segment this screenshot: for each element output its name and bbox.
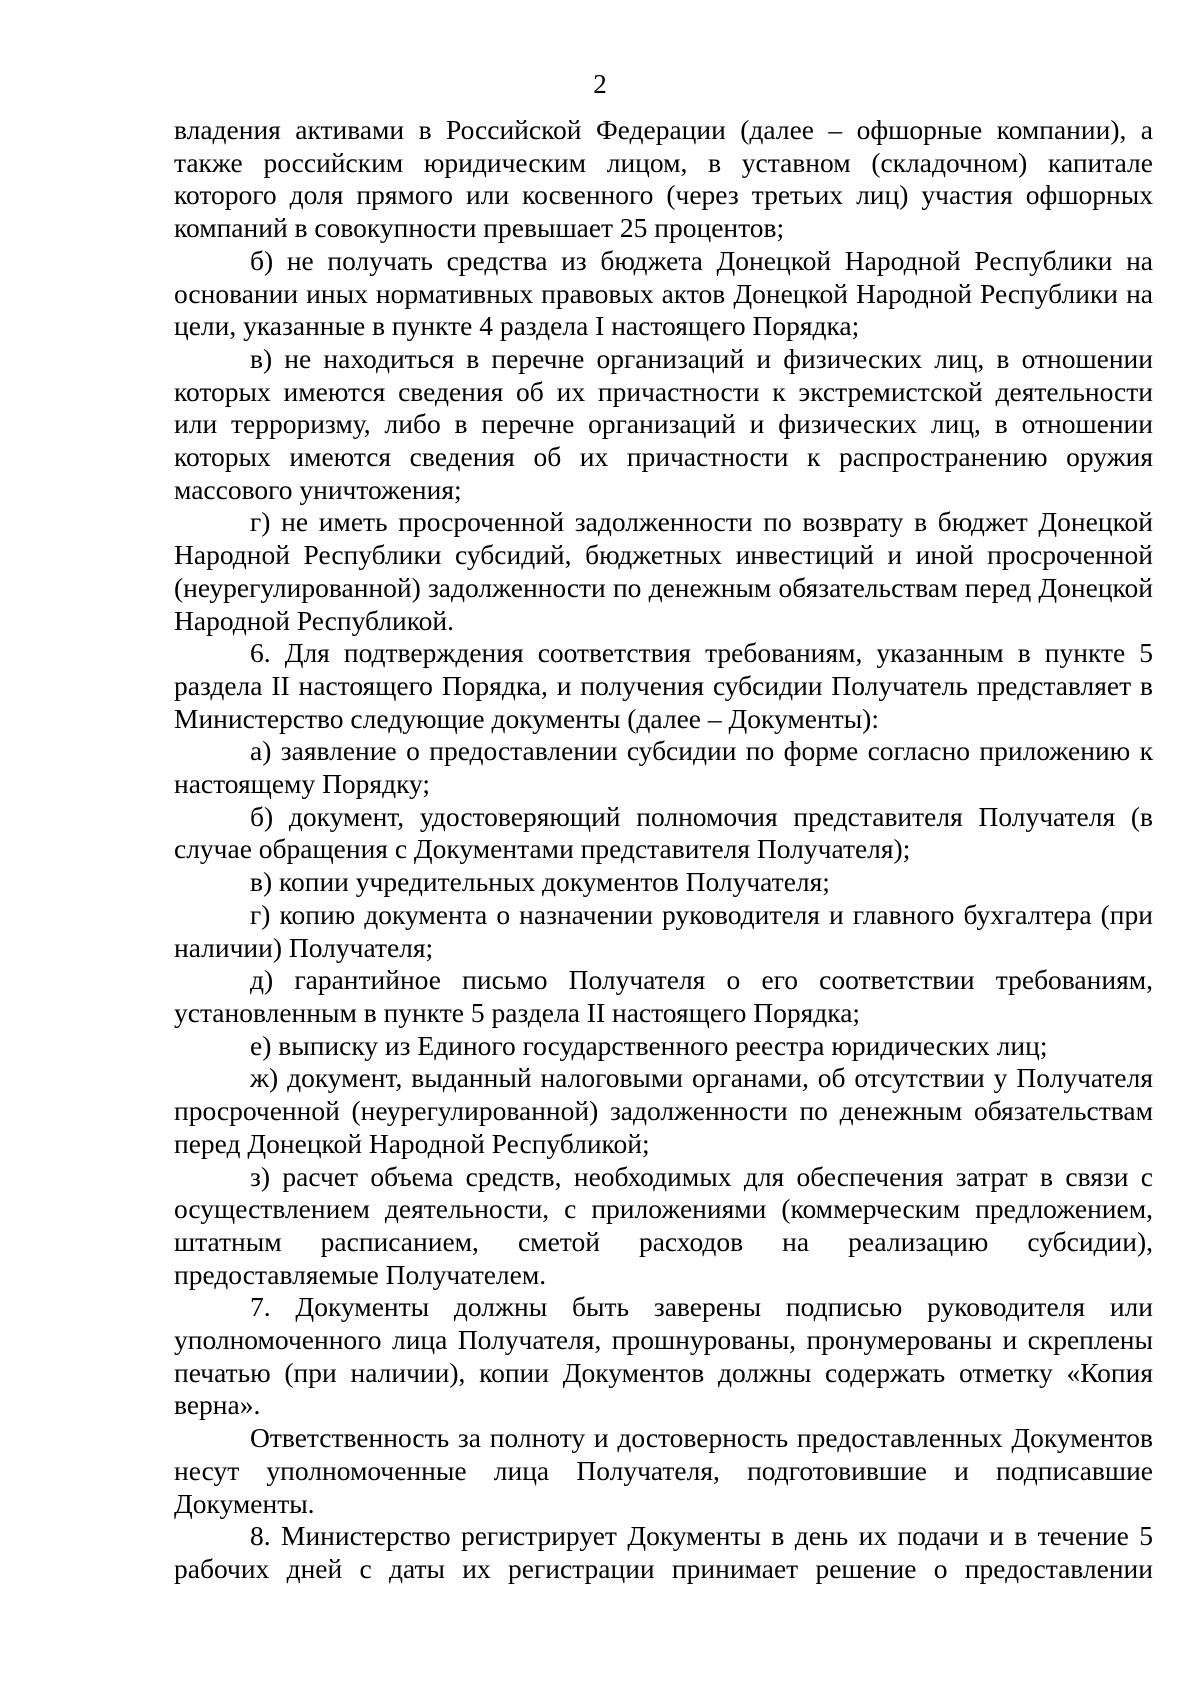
paragraph-clause-7: 7. Документы должны быть заверены подписью руководителя или уполномоченного лица Получателя, прошнурованы, пронумерованы и скреплены печатью (при наличии), копии Документов должны содержать отметку «Копия верна». — [174, 1291, 1153, 1421]
paragraph-doc-v: в) копии учредительных документов Получателя; — [250, 866, 830, 898]
paragraph-item-v: в) не находиться в перечне организаций и физических лиц, в отношении которых имеются сведения об их причастности к экстремистской деятельности или терроризму, либо в перечне организаций и физических лиц, в отношении которых имеются сведения об их причастности к распространению оружия массового уничтожения; — [174, 342, 1153, 505]
paragraph-doc-a: а) заявление о предоставлении субсидии по форме согласно приложению к настоящему Порядку; — [174, 735, 1153, 800]
paragraph-doc-e: е) выписку из Единого государственного реестра юридических лиц; — [250, 1029, 1048, 1061]
document-body — [174, 114, 1153, 1586]
paragraph-doc-g: г) копию документа о назначении руководителя и главного бухгалтера (при наличии) Получателя; — [174, 898, 1153, 963]
paragraph-continuation: владения активами в Российской Федерации (далее – офшорные компании), а также российским юридическим лицом, в уставном (складочном) капитале которого доля прямого или косвенного (через третьих лиц) участия офшорных компаний в совокупности превышает 25 процентов; — [174, 114, 1153, 244]
page-number: 2 — [593, 69, 607, 99]
paragraph-doc-d: д) гарантийное письмо Получателя о его соответствии требованиям, установленным в пункте 5 раздела II настоящего Порядка; — [174, 964, 1153, 1028]
paragraph-responsibility: Ответственность за полноту и достоверность предоставленных Документов несут уполномоченные лица Получателя, подготовившие и подписавшие Документы. — [174, 1422, 1153, 1519]
paragraph-doc-zh: ж) документ, выданный налоговыми органами, об отсутствии у Получателя просроченной (неурегулированной) задолженности по денежным обязательствам перед Донецкой Народной Республикой; — [174, 1062, 1153, 1159]
paragraph-doc-z: з) расчет объема средств, необходимых для обеспечения затрат в связи с осуществлением деятельности, с приложениями (коммерческим предложением, штатным расписанием, сметой расходов на реализацию субсидии), предоставляемые Получателем. — [174, 1160, 1153, 1290]
paragraph-item-g: г) не иметь просроченной задолженности по возврату в бюджет Донецкой Народной Республики субсидий, бюджетных инвестиций и иной просроченной (неурегулированной) задолженности по денежным обязательствам перед Донецкой Народной Республикой. — [174, 506, 1153, 636]
paragraph-clause-8: 8. Министерство регистрирует Документы в день их подачи и в течение 5 рабочих дней с даты их регистрации принимает решение о предоставлении — [174, 1520, 1153, 1584]
paragraph-doc-b: б) документ, удостоверяющий полномочия представителя Получателя (в случае обращения с Документами представителя Получателя); — [174, 800, 1153, 865]
paragraph-item-b: б) не получать средства из бюджета Донецкой Народной Республики на основании иных нормативных правовых актов Донецкой Народной Республики на цели, указанные в пункте 4 раздела I настоящего Порядка; — [174, 244, 1153, 342]
paragraph-clause-6: 6. Для подтверждения соответствия требованиям, указанным в пункте 5 раздела II настоящего Порядка, и получения субсидии Получатель представляет в Министерство следующие документы (далее – Документы): — [174, 637, 1153, 734]
